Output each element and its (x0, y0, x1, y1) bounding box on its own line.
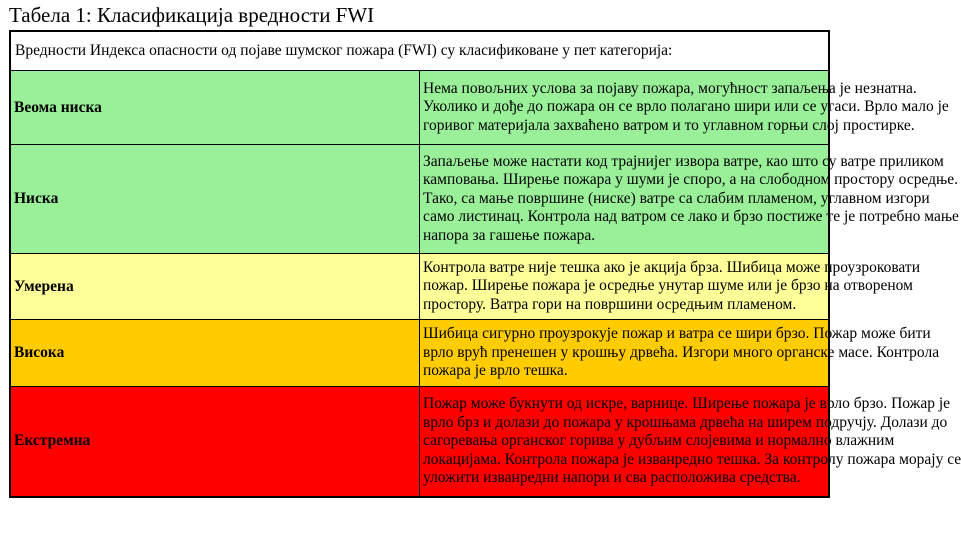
description-line: локацијама. Контрола пожара је изванредно тешка. За контролу пожара морају се (423, 450, 961, 468)
description-line: Тако, са мање површине (ниске) ватре са слабим пламеном, углавном изгори (423, 189, 930, 207)
table-caption: Табела 1: Класификација вредности FWI (9, 3, 375, 27)
table-row (10, 145, 829, 254)
description-line: само листинац. Контрола над ватром се лако и брзо постиже те је потребно мање (423, 208, 959, 226)
table-row (10, 71, 829, 145)
category-extreme: Екстремна (10, 387, 420, 497)
table-row (10, 320, 829, 387)
description-line: Пожар може букнути од искре, варнице. Ширење пожара је врло брзо. Пожар је (423, 395, 951, 412)
description-extreme (420, 387, 961, 497)
category-very-low: Веома ниска (10, 71, 420, 145)
description-line: простору. Ватра гори на површини осредњим пламеном. (423, 295, 797, 313)
description-line: Уколико и дође до пожара он се врло полагано шири или се угаси. Врло мало је (423, 98, 949, 116)
description-line: врло брз и долази до пожара у крошњама дрвећа на ширем подручју. Долази до (423, 413, 948, 431)
description-moderate (420, 254, 920, 320)
description-low (420, 145, 959, 254)
intro-text: Вредности Индекса опасности од појаве шумског пожара (FWI) су класификоване у пет категорија: (10, 31, 829, 71)
description-high (420, 320, 940, 387)
description-line: Нема повољних услова за појаву пожара, могућност запаљења је незнатна. (423, 79, 917, 97)
table-row (10, 254, 829, 320)
description-line: Запаљење може настати код трајнијег извора ватре, као што су ватре приликом (423, 152, 944, 170)
description-line: сагоревања органског горива у дубљим слојевима и нормално влажним (423, 432, 895, 449)
description-line: пожара је врло тешка. (423, 362, 568, 380)
description-line: уложити изванредни напори и сва расположива средства. (423, 469, 801, 486)
category-low: Ниска (10, 145, 420, 254)
intro-row (10, 31, 829, 71)
category-high: Висока (10, 320, 420, 387)
category-moderate: Умерена (10, 254, 420, 320)
description-line: камповања. Ширење пожара у шуми је споро, а на слободном простору осредње. (423, 171, 958, 189)
description-line: напора за гашење пожара. (423, 226, 596, 244)
description-very-low (420, 71, 949, 145)
description-line: пожар. Ширење пожара је осредње унутар шуме или је брзо на отвореном (423, 277, 913, 295)
description-line: Шибица сигурно проузрокује пожар и ватра се шири брзо. Пожар може бити (423, 325, 931, 343)
description-line: горивог материјала захваћено ватром и то углавном горњи слој простирке. (423, 116, 915, 134)
description-line: врло врућ пренешен у крошњу дрвећа. Изгори много органске масе. Контрола (423, 343, 940, 361)
table-row (10, 387, 829, 497)
fwi-classification-table (9, 30, 961, 498)
description-line: Контрола ватре није тешка ако је акција брза. Шибица може проузроковати (423, 258, 920, 276)
